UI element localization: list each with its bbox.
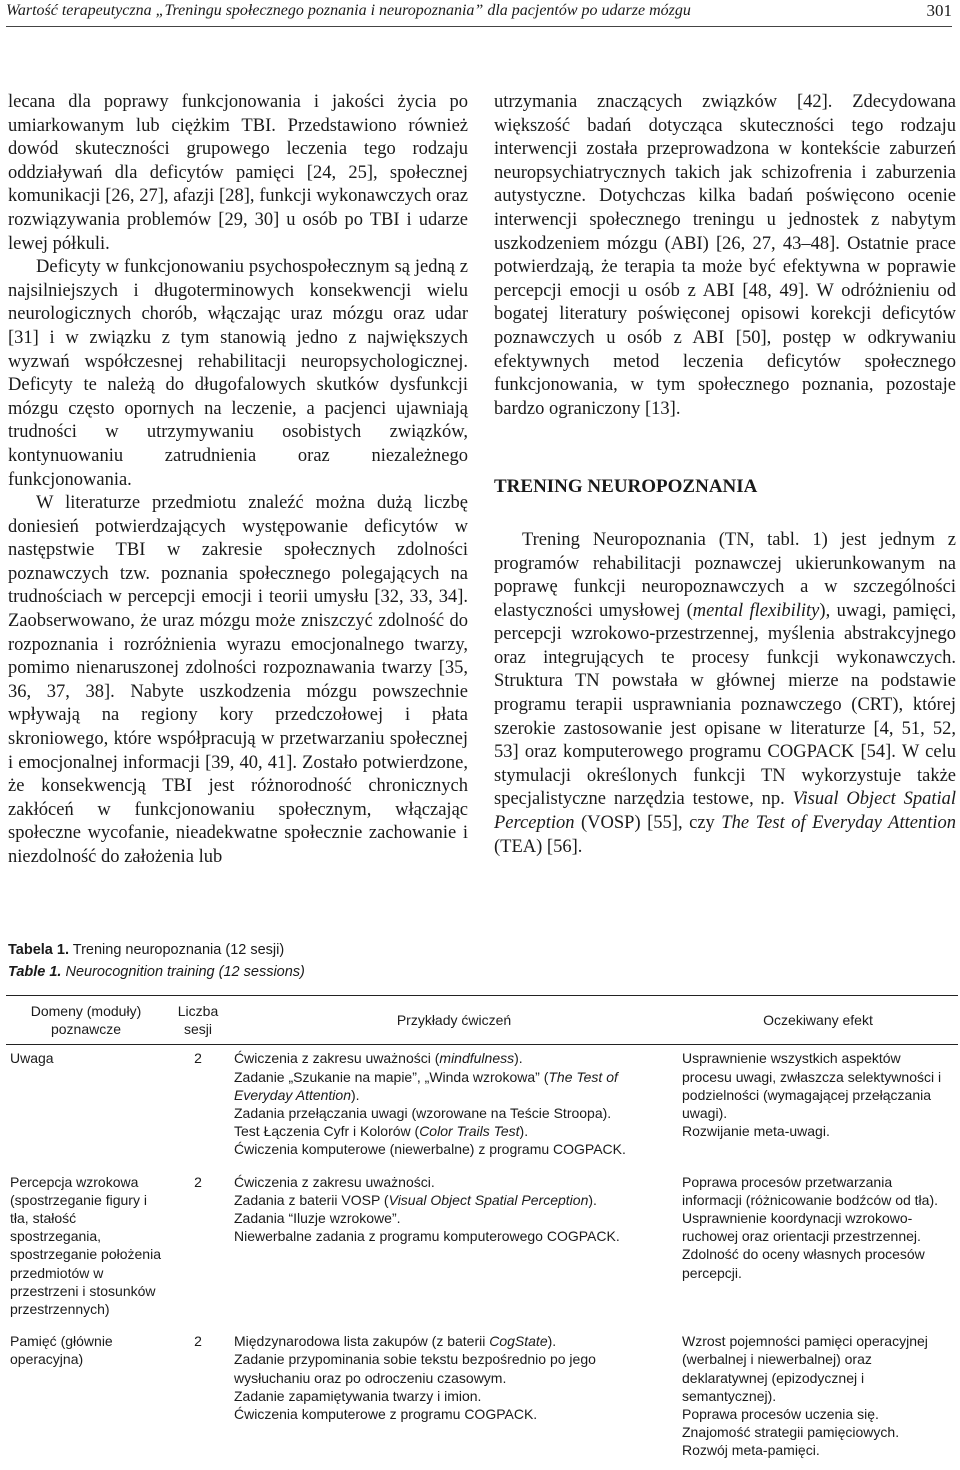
column-header: Liczba sesji (166, 996, 230, 1045)
paragraph (8, 492, 468, 870)
text-run: ). (519, 1123, 529, 1140)
example-line (234, 1405, 674, 1423)
effect-line: Wzrost pojemności pamięci operacyjnej (werbalnej i niewerbalnej) oraz deklaratywnej (epizodycznej i semantycznej). (682, 1333, 928, 1404)
table-row (6, 1328, 958, 1469)
table-caption-pl (8, 940, 284, 960)
table-label: Tabela 1. (8, 942, 69, 958)
text-run: Zadania “Iluzje wzrokowe”. (234, 1210, 401, 1227)
italic-text: The Test of Everyday Attention (721, 813, 956, 834)
effects-cell (678, 1169, 958, 1329)
text-run: Zadanie przypominania sobie tekstu bezpośrednio po jego wysłuchaniu oraz po odroczeniu czasowym. (234, 1351, 596, 1386)
text-run: (TEA) [56]. (494, 836, 583, 857)
neurocognition-table (6, 995, 958, 1470)
effect-line: Rozwijanie meta-uwagi. (682, 1123, 830, 1140)
effect-line: Zdolność do oceny własnych procesów percepcji. (682, 1246, 925, 1281)
sessions-cell: 2 (194, 1333, 202, 1350)
effect-line: Poprawa procesów uczenia się. (682, 1406, 879, 1423)
text-run: ). (351, 1086, 360, 1103)
text-run: (VOSP) [55], czy (574, 813, 722, 834)
example-line (234, 1350, 674, 1386)
sessions-cell: 2 (194, 1050, 202, 1067)
example-line (234, 1332, 674, 1350)
table-header-row (6, 996, 958, 1045)
example-line (234, 1209, 674, 1227)
example-line (234, 1387, 674, 1405)
table-caption-en (8, 962, 305, 982)
italic-text: mental flexibility (692, 600, 820, 621)
table-row (6, 1169, 958, 1329)
example-line (234, 1227, 674, 1245)
text-run: ). (547, 1333, 557, 1350)
domain-cell: Percepcja wzrokowa (spostrzeganie figury i tła, stałość spostrzegania, spostrzeganie położenia przedmiotów w przestrzeni i stosunków przestrzennych) (10, 1173, 161, 1318)
column-header: Domeny (moduły) poznawcze (6, 996, 166, 1045)
text-run: ). (588, 1191, 597, 1208)
italic-text: mindfulness (439, 1050, 515, 1067)
italic-text: Color Trails Test (419, 1123, 520, 1140)
examples-cell (230, 1045, 678, 1169)
effects-cell (678, 1045, 958, 1169)
domain-cell: Uwaga (10, 1050, 54, 1067)
text-run: Zadania z baterii VOSP ( (234, 1191, 389, 1208)
text-run: Zadanie zapamiętywania twarzy i imion. (234, 1387, 482, 1404)
text-run: Ćwiczenia komputerowe z programu COGPACK. (234, 1406, 538, 1423)
left-text-column (8, 91, 468, 870)
effect-line: Rozwój meta-pamięci. (682, 1442, 820, 1459)
italic-text: Visual Object Spatial Perception (388, 1191, 589, 1208)
text-run: W literaturze przedmiotu znaleźć można dużą liczbę doniesień potwierdzających występowanie deficytów w następstwie TBI w zakresie społecznych zdolności poznawczych tzw. poznania społecznego polegających na trudnościach w percepcji emocji i teorii umysłu [32, 33, 34]. Zaobserwowano, że uraz mózgu może zniszczyć zdolność do rozpoznania i rozróżnienia wyrazu emocjonalnego twarzy, pomimo nienaruszonej zdolności rozpoznawania twarzy [35, 36, 37, 38]. Nabyte uszkodzenia mózgu powszechnie wpływają na regiony kory przedczołowej i płata skroniowego, które współpracują w przetwarzaniu społecznej i emocjonalnej informacji [39, 40, 41]. Zostało potwierdzone, że konsekwencją TBI jest różnorodność chronicznych zakłóceń w funkcjonowaniu społecznym, włączając społeczne wycofanie, nieadekwatne społecznie zachowanie i niezdolność do założenia lub (8, 493, 468, 867)
text-run: Trening Neuropoznania (TN, tabl. 1) jest jednym z programów rehabilitacji poznawczej ukierunkowanym na poprawę funkcji neuropoznawczych a w szczególności elastyczności umysłowej ( (494, 529, 956, 621)
table-title: Neurocognition training (12 sessions) (61, 964, 305, 980)
domain-cell: Pamięć (głównie operacyjna) (10, 1333, 113, 1368)
effect-line: Znajomość strategii pamięciowych. (682, 1424, 900, 1441)
text-run: Ćwiczenia komputerowe (niewerbalne) z programu COGPACK. (234, 1141, 626, 1158)
table-label: Table 1. (8, 964, 62, 980)
text-run: utrzymania znaczących związków [42]. Zdecydowana większość badań dotycząca skuteczności tego rodzaju interwencji została przeprowadzona w kontekście zaburzeń neuropsychiatrycznych takich jak schizofrenia i zaburzenia autystyczne. Dotychczas kilka badań poświęcono ocenie interwencji społecznego treningu u jednostek z nabytym uszkodzeniem mózgu (ABI) [26, 27, 43–48]. Ostatnie prace potwierdzają, że terapia ta może być efektywna w poprawie percepcji emocji u osób z ABI [48, 49]. W odróżnieniu od bogatej literatury poświęconej opisowi korekcji deficytów poznawczych u osób z ABI [50], postęp w odkrywaniu efektywnych metod leczenia deficytów społecznego funkcjonowania, w tym społecznego poznania, pozostaje bardzo ograniczony [13]. (494, 92, 956, 419)
example-line (234, 1049, 674, 1067)
effect-line: Poprawa procesów przetwarzania informacji (różnicowanie bodźców od tła). (682, 1173, 938, 1208)
section-heading: TRENING NEUROPOZNANIA (494, 476, 758, 498)
effect-line: Usprawnienie koordynacji wzrokowo-ruchowej oraz orientacji przestrzennej. (682, 1210, 921, 1245)
running-header (6, 0, 952, 27)
example-line (234, 1068, 674, 1104)
table-title: Trening neuropoznania (12 sesji) (68, 942, 285, 958)
text-run: Zadania przełączania uwagi (wzorowane na Teście Stroopa). (234, 1105, 612, 1122)
paragraph (494, 529, 956, 859)
examples-cell (230, 1169, 678, 1329)
example-line (234, 1140, 674, 1158)
example-line (234, 1122, 674, 1140)
text-run: Międzynarodowa lista zakupów (z baterii (234, 1333, 490, 1350)
italic-text: The Test of Everyday Attention (234, 1068, 618, 1103)
example-line (234, 1104, 674, 1122)
text-run: lecana dla poprawy funkcjonowania i jakości życia po umiarkowanym lub ciężkim TBI. Przedstawiono również dowód skuteczności grupowego leczenia tego rodzaju oddziaływań dla deficytów pamięci [24, 25], społecznej komunikacji [26, 27], afazji [28], funkcji wykonawczych oraz rozwiązywania problemów [29, 30] u osób po TBI i udarze lewej półkuli. (8, 92, 468, 254)
paragraph (8, 256, 468, 492)
italic-text: CogState (489, 1333, 548, 1350)
column-header: Oczekiwany efekt (678, 996, 958, 1045)
text-run: Test Łączenia Cyfr i Kolorów ( (234, 1123, 420, 1140)
text-run: Zadanie „Szukanie na mapie”, „Winda wzrokowa” ( (234, 1068, 549, 1085)
effect-line: Usprawnienie wszystkich aspektów procesu uwagi, zwłaszcza selektywności i podzielności (wymagającej przełączania uwagi). (682, 1050, 942, 1122)
paragraph (8, 91, 468, 256)
examples-cell (230, 1328, 678, 1469)
text-run: Ćwiczenia z zakresu uważności ( (234, 1050, 440, 1067)
text-run: Ćwiczenia z zakresu uważności. (234, 1173, 435, 1190)
text-run: ), uwagi, pamięci, percepcji wzrokowo-przestrzennej, myślenia abstrakcyjnego oraz integrujących te procesy funkcji wykonawczych. Struktura TN powstała w głównej mierze na podstawie programu terapii usprawniania poznawczego (CRT), której szerokie zastosowanie jest opisane w literaturze [4, 51, 52, 53] oraz komputerowego programu COGPACK [54]. W celu stymulacji określonych funkcji TN wykorzystuje także specjalistyczne narzędzia testowe, np. (494, 600, 957, 810)
example-line (234, 1191, 674, 1209)
column-header: Przykłady ćwiczeń (230, 996, 678, 1045)
text-run: Deficyty w funkcjonowaniu psychospołecznym są jedną z najsilniejszych i długoterminowych konsekwencji wielu neurologicznych chorób, włączając uraz mózgu oraz udar [31] i w związku z tym stanowią jedno z największych wyzwań współczesnej rehabilitacji neuropsychologicznej. Deficyty te należą do długofalowych skutków dysfunkcji mózgu często opornych na leczenie, a pacjenci ujawniają trudności w utrzymywaniu osobistych związków, kontynuowaniu zatrudnienia oraz niezależnego funkcjonowania. (8, 257, 468, 490)
effects-cell (678, 1328, 958, 1469)
italic-text: Visual Object Spatial Perception (494, 789, 957, 834)
table-row (6, 1045, 958, 1169)
example-line (234, 1173, 674, 1191)
paragraph (494, 91, 956, 421)
text-run: Niewerbalne zadania z programu komputerowego COGPACK. (234, 1228, 620, 1245)
right-text-column (494, 91, 956, 859)
text-run: ). (514, 1050, 523, 1067)
page-number: 301 (926, 1, 952, 20)
running-title: Wartość terapeutyczna „Treningu społecznego poznania i neuropoznania” dla pacjentów po udarze mózgu (6, 2, 691, 19)
sessions-cell: 2 (194, 1173, 202, 1190)
